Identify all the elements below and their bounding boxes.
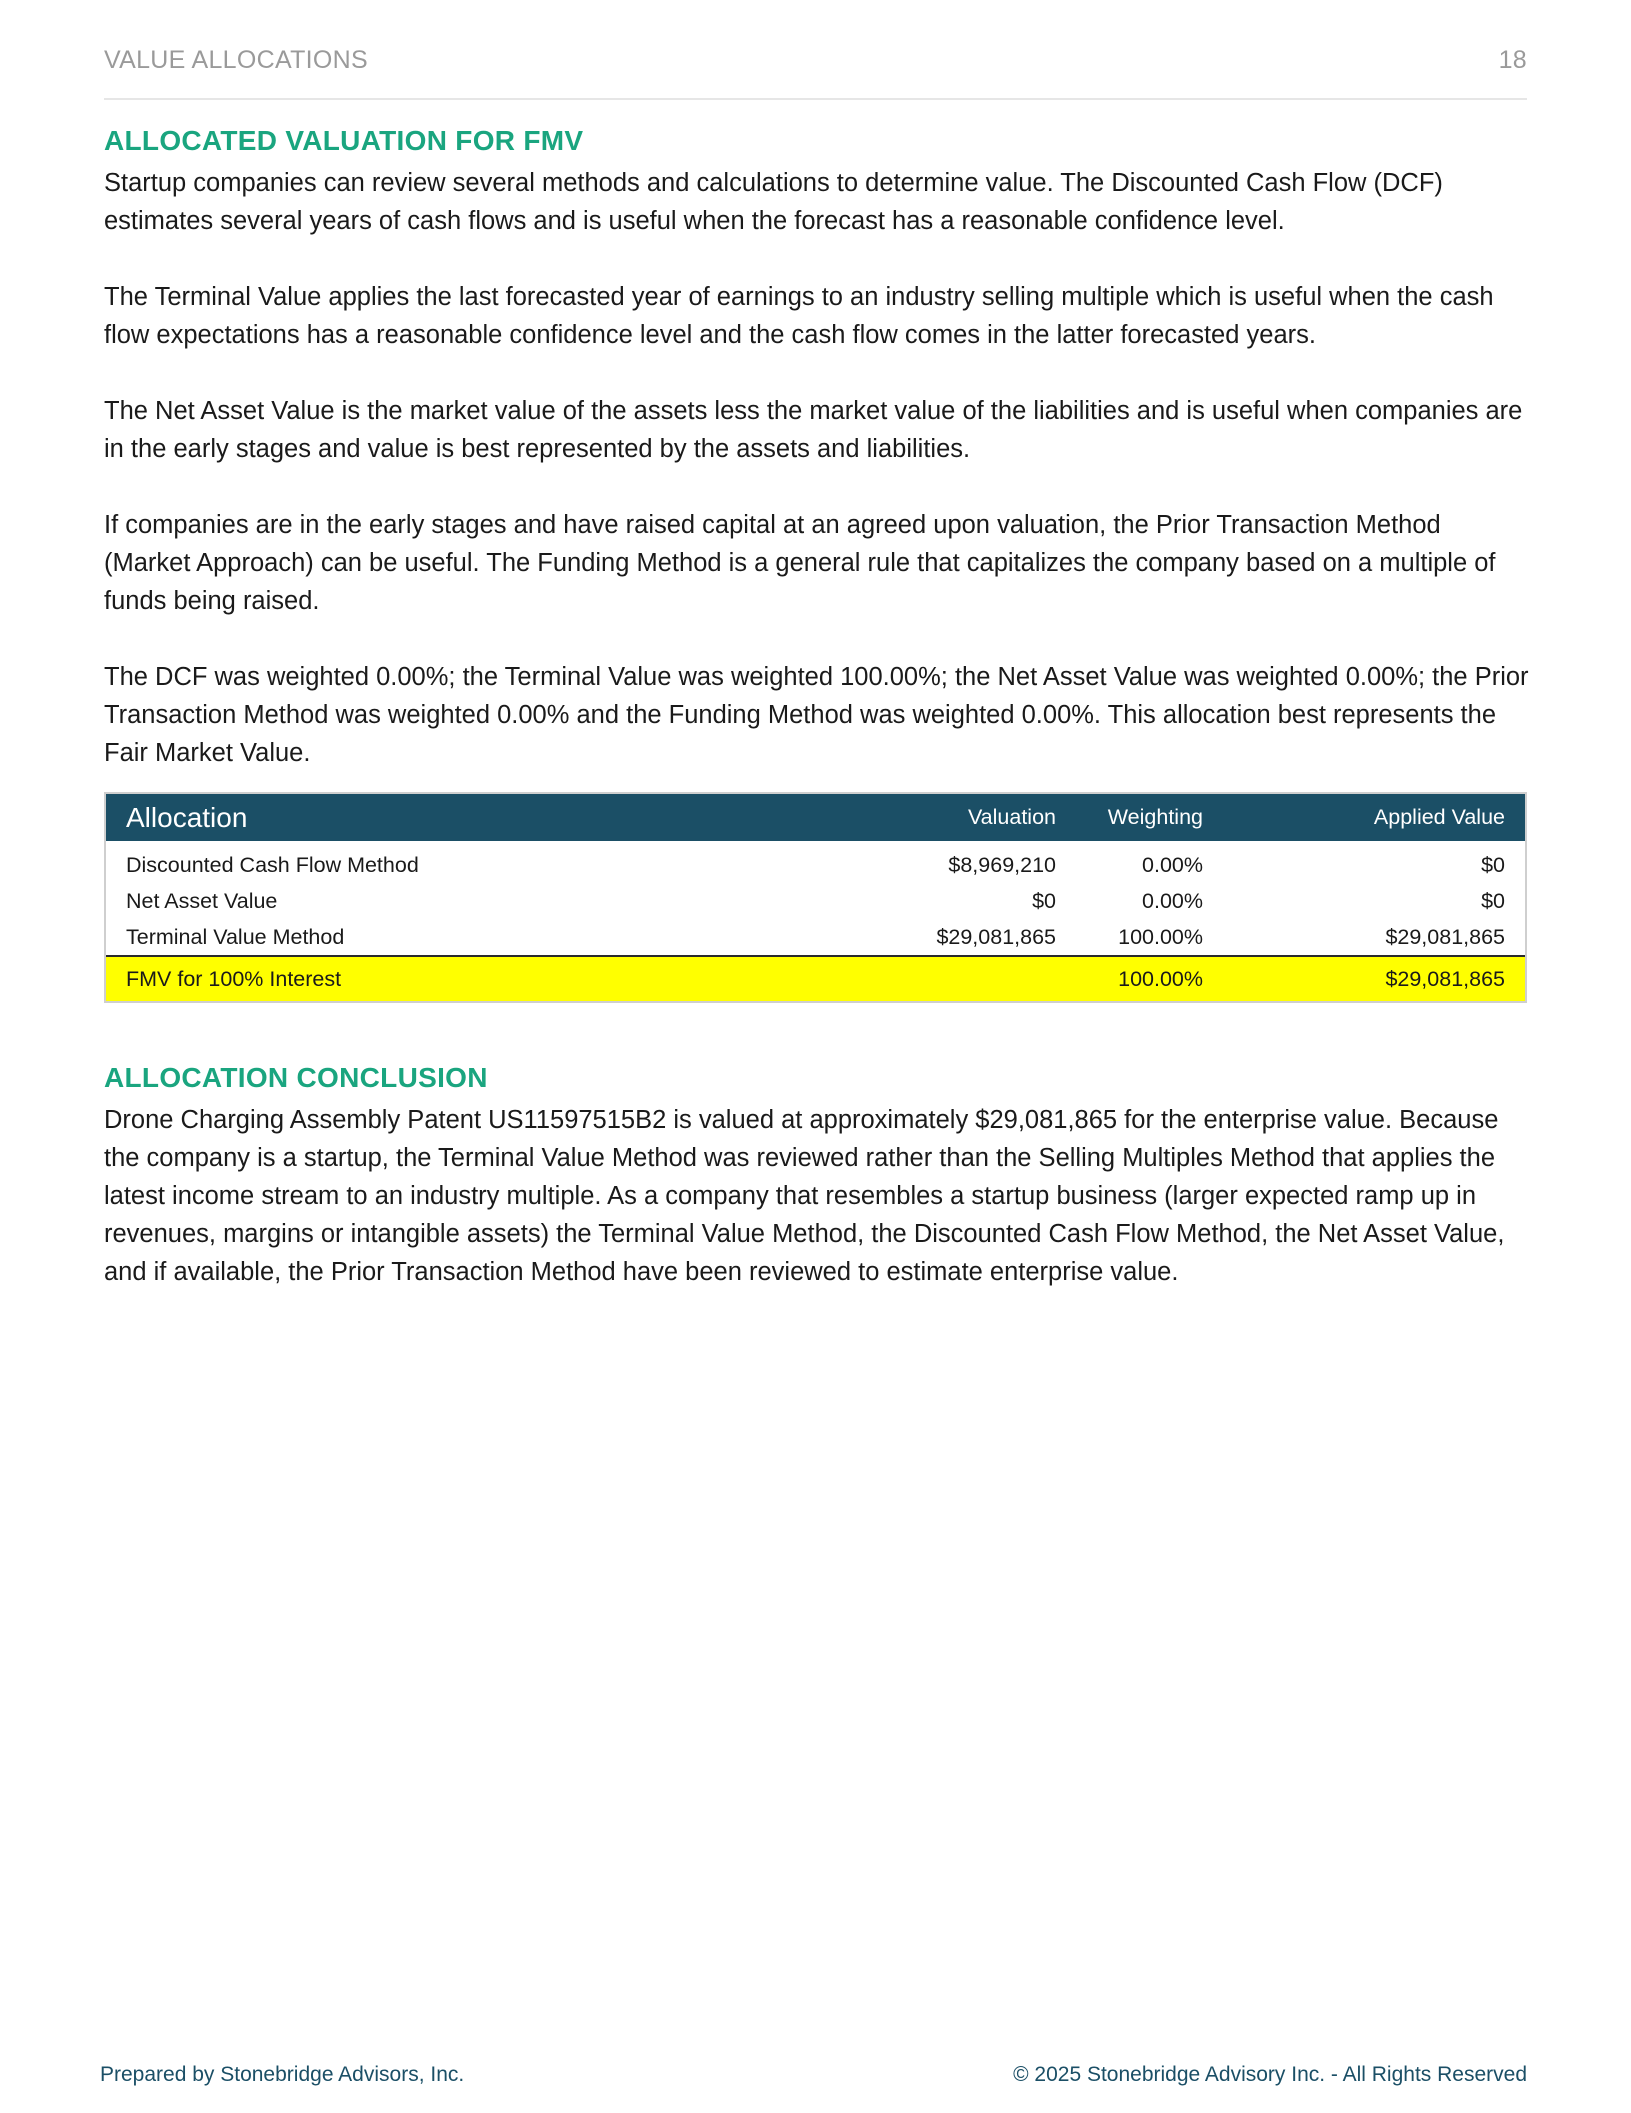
page-number: 18: [1498, 46, 1527, 74]
row-valuation: $29,081,865: [936, 924, 1056, 949]
table-row: [106, 919, 1525, 955]
column-header-applied-value: Applied Value: [1373, 805, 1505, 829]
row-method-name: Net Asset Value: [126, 888, 278, 913]
row-applied-value: $0: [1481, 852, 1505, 877]
row-method-name: Discounted Cash Flow Method: [126, 852, 419, 877]
column-header-weighting: Weighting: [1107, 805, 1203, 829]
row-weighting: 0.00%: [1142, 888, 1203, 913]
row-weighting: 0.00%: [1142, 852, 1203, 877]
row-method-name: Terminal Value Method: [126, 924, 345, 949]
page-footer: [100, 2063, 1527, 2087]
table-body: [106, 841, 1525, 955]
table-header-row: [106, 794, 1525, 841]
table-row: [106, 847, 1525, 883]
column-header-allocation: Allocation: [126, 801, 248, 833]
row-weighting: 100.00%: [1118, 924, 1203, 949]
paragraph-terminal-value: The Terminal Value applies the last forecasted year of earnings to an industry selling multiple which is useful when the cash flow expectations has a reasonable confidence level and the cash flow comes in the latter forecasted years.: [104, 283, 1494, 349]
paragraph-conclusion: Drone Charging Assembly Patent US11597515B2 is valued at approximately $29,081,865 for the enterprise value. Because the company is a startup, the Terminal Value Method was reviewed rather than the Selling Multiples Method that applies the latest income stream to an industry multiple. As a company that resembles a startup business (larger expected ramp up in revenues, margins or intangible assets) the Terminal Value Method, the Discounted Cash Flow Method, the Net Asset Value, and if available, the Prior Transaction Method have been reviewed to estimate enterprise value.: [104, 1106, 1505, 1286]
section-heading-fmv: ALLOCATED VALUATION FOR FMV: [104, 125, 584, 156]
paragraph-prior-transaction: If companies are in the early stages and have raised capital at an agreed upon valuation, the Prior Transaction Method (Market Approach) can be useful. The Funding Method is a general rule that capitalizes the company based on a multiple of funds being raised.: [104, 511, 1496, 615]
table-row: [106, 883, 1525, 919]
total-applied-value: $29,081,865: [1385, 966, 1505, 991]
section-heading-conclusion: ALLOCATION CONCLUSION: [104, 1062, 488, 1093]
row-applied-value: $0: [1481, 888, 1505, 913]
row-applied-value: $29,081,865: [1385, 924, 1505, 949]
footer-copyright: © 2025 Stonebridge Advisory Inc. - All Rights Reserved: [1013, 2063, 1527, 2086]
paragraph-dcf-intro: Startup companies can review several methods and calculations to determine value. The Discounted Cash Flow (DCF) estimates several years of cash flows and is useful when the forecast has a reasonable confidence level.: [104, 169, 1443, 235]
column-header-valuation: Valuation: [967, 805, 1056, 829]
row-valuation: $0: [1032, 888, 1056, 913]
paragraph-weighting-summary: The DCF was weighted 0.00%; the Terminal Value was weighted 100.00%; the Net Asset Value was weighted 0.00%; the Prior Transaction Method was weighted 0.00% and the Funding Method was weighted 0.00%. This allocation best represents the Fair Market Value.: [104, 663, 1529, 767]
page-header: [104, 46, 1527, 100]
paragraph-net-asset-value: The Net Asset Value is the market value of the assets less the market value of the liabilities and is useful when companies are in the early stages and value is best represented by the assets and liabilities.: [104, 397, 1523, 463]
total-weighting: 100.00%: [1118, 966, 1203, 991]
header-title: VALUE ALLOCATIONS: [104, 46, 368, 74]
row-valuation: $8,969,210: [948, 852, 1056, 877]
total-label: FMV for 100% Interest: [126, 966, 342, 991]
allocation-table: [104, 792, 1527, 1003]
table-total-row: [106, 955, 1525, 1001]
footer-prepared-by: Prepared by Stonebridge Advisors, Inc.: [100, 2063, 465, 2086]
